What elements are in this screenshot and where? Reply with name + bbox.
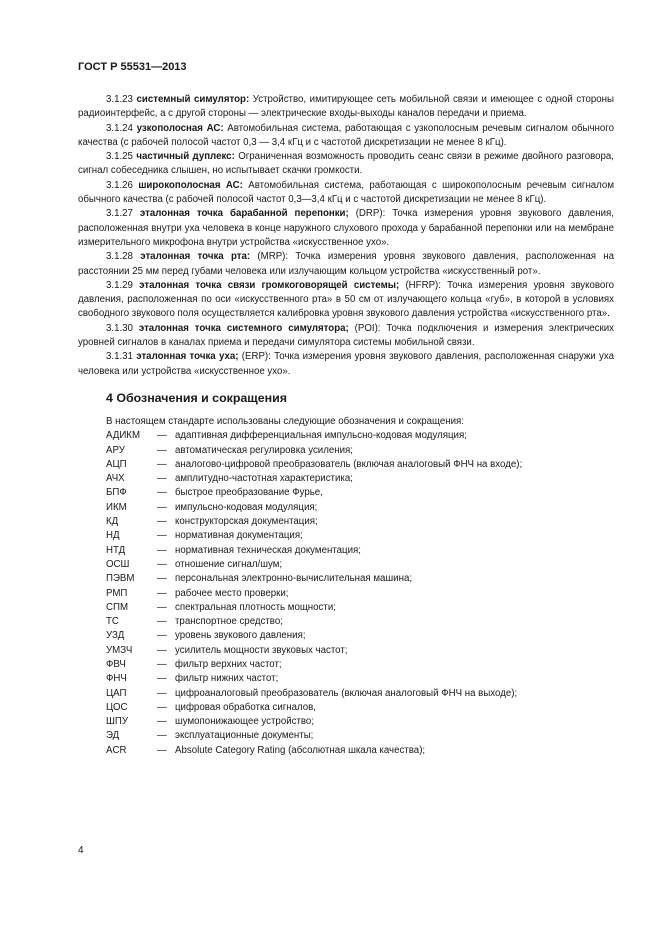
definition-number: 3.1.27 [106,208,133,220]
definition-text: (DRP): Точка измерения уровня звукового давления, расположенная внутри уха человека в конце наружного слухового прохода у барабанной перепонки или на мембране измерительного микрофона внутри устройства «искусственное ухо». [78,208,614,248]
abbreviation-dash: — [157,530,167,542]
abbreviation-definition: нормативная техническая документация; [175,544,361,556]
definition-number: 3.1.31 [106,351,133,363]
abbreviation-dash: — [157,473,167,485]
definitions-list [78,93,614,379]
abbreviation-dash: — [157,587,167,599]
abbreviation-dash: — [157,444,167,456]
abbreviation-definition: отношение сигнал/шум; [175,558,283,570]
abbreviation-row [78,601,614,615]
abbreviation-dash: — [157,430,167,442]
abbreviation: ФНЧ [106,673,127,685]
definition-text: Автомобильная система, работающая с широкополосным речевым сигналом обычного качества (с рабочей полосой частот 0,3—3,4 кГц и с частотой дискретизации не менее 8 кГц). [78,179,614,206]
abbreviation-definition: фильтр нижних частот; [175,673,279,685]
abbreviation-definition: уровень звукового давления; [175,630,306,642]
abbreviation: ОСШ [106,558,130,570]
definition-paragraph [78,150,614,179]
abbreviation: БПФ [106,487,127,499]
abbreviation-definition: автоматическая регулировка усиления; [175,444,353,456]
abbreviation-row [78,529,614,543]
abbreviation-dash: — [157,630,167,642]
abbreviation-definition: спектральная плотность мощности; [175,601,336,613]
abbreviation-row [78,658,614,672]
abbreviation-row [78,729,614,743]
abbreviation: ИКМ [106,501,127,513]
definition-paragraph [78,93,614,122]
definition-term: эталонная точка барабанной перепонки; [139,208,349,220]
abbreviation-definition: рабочее место проверки; [175,587,289,599]
abbreviation: НТД [106,544,126,556]
abbreviation-dash: — [157,558,167,570]
abbreviation-row [78,644,614,658]
abbreviation-row [78,629,614,643]
abbreviation-row [78,587,614,601]
definition-paragraph [78,322,614,351]
abbreviation-dash: — [157,716,167,728]
abbreviation: АЧХ [106,473,125,485]
abbreviation-definition: конструкторская документация; [175,516,318,528]
definition-number: 3.1.25 [106,151,133,163]
abbreviation-row [78,687,614,701]
abbreviation-definition: нормативная документация; [175,530,303,542]
definition-term: узкополосная АС: [136,122,224,134]
abbreviation-dash: — [157,516,167,528]
definition-text: Устройство, имитирующее сеть мобильной связи и имеющее с одной стороны радиоинтерфейс, а с другой стороны — электрические входы-выходы каналов передачи и приема. [78,94,614,120]
abbreviation-row [78,572,614,586]
abbreviation-definition: Absolute Category Rating (абсолютная шкала качества); [175,744,426,756]
abbreviation: ФВЧ [106,658,126,670]
abbreviation-row [78,501,614,515]
abbreviation-dash: — [157,544,167,556]
abbreviation-definition: эксплуатационные документы; [175,730,314,742]
abbreviation: ЦОС [106,701,128,713]
abbreviation: АЦП [106,458,127,470]
definition-paragraph [78,250,614,279]
abbreviation: ЭД [106,730,120,742]
abbreviation-definition: цифроаналоговый преобразователь (включая аналоговый ФНЧ на выходе); [175,687,518,699]
abbreviation-row [78,472,614,486]
abbreviation-definition: усилитель мощности звуковых частот; [175,644,348,656]
abbreviation: ТС [106,616,119,628]
abbreviation-row [78,444,614,458]
abbreviation-dash: — [157,744,167,756]
definition-term: эталонная точка рта: [140,251,251,263]
definition-paragraph [78,350,614,379]
definition-term: системный симулятор: [136,94,250,105]
definition-text: Ограниченная возможность проводить сеанс связи в режиме двойного разговора, сигнал собеседника слышен, но испытывает скачки громкости. [78,151,614,177]
definition-number: 3.1.30 [106,322,133,334]
abbreviation: ШПУ [106,716,128,728]
abbreviation-row [78,486,614,500]
abbreviation-dash: — [157,487,167,499]
page-number: 4 [78,845,84,856]
abbreviation-definition: адаптивная дифференциальная импульсно-кодовая модуляция; [175,430,467,442]
abbreviation-row [78,701,614,715]
section-title: 4 Обозначения и сокращения [106,390,287,405]
abbreviation-definition: амплитудно-частотная характеристика; [175,473,353,485]
abbreviation: ПЭВМ [106,573,135,585]
abbreviation: УМЗЧ [106,644,133,656]
definition-number: 3.1.23 [106,94,133,105]
abbreviation-definition: аналогово-цифровой преобразователь (включая аналоговый ФНЧ на входе); [175,458,523,470]
definition-term: широкополосная АС: [138,179,243,191]
definition-term: эталонная точка системного симулятора; [138,322,349,334]
abbreviation: СПМ [106,601,129,613]
abbreviation-dash: — [157,644,167,656]
abbreviation-dash: — [157,573,167,585]
definition-paragraph [78,179,614,208]
definition-term: эталонная точка связи громкоговорящей системы; [139,279,400,291]
abbreviation: ЦАП [106,687,127,699]
abbreviation-dash: — [157,501,167,513]
definition-text: (POI): Точка подключения и измерения электрических уровней сигналов в каналах приема и передачи симулятора системы мобильной связи. [78,322,614,349]
definition-number: 3.1.24 [106,122,133,134]
abbreviation-definition: фильтр верхних частот; [175,658,282,670]
abbreviation-row [78,544,614,558]
definition-term: эталонная точка уха; [136,351,239,363]
abbreviation-dash: — [157,458,167,470]
abbreviation-dash: — [157,687,167,699]
abbreviation-row [78,458,614,472]
abbreviation-definition: шумопонижающее устройство; [175,716,315,728]
definition-text: Автомобильная система, работающая с узкополосным речевым сигналом обычного качества (с рабочей полосой частот 0,3 — 3,4 кГц и с частотой дискретизации не менее 8 кГц). [78,122,614,148]
abbreviation: НД [106,530,120,542]
definition-paragraph [78,122,614,151]
definition-paragraph [78,279,614,322]
abbreviation-dash: — [157,701,167,713]
abbreviation-definition: импульсно-кодовая модуляция; [175,501,318,513]
section-intro: В настоящем стандарте использованы следующие обозначения и сокращения: [106,415,464,427]
abbreviation-dash: — [157,601,167,613]
document-body [78,93,614,758]
abbreviation-row [78,744,614,758]
document-header: ГОСТ Р 55531—2013 [78,61,187,73]
abbreviation: РМП [106,587,128,599]
abbreviation-definition: цифровая обработка сигналов, [175,701,316,713]
abbreviation-row [78,429,614,443]
definition-number: 3.1.29 [106,279,133,291]
abbreviation-dash: — [157,658,167,670]
abbreviation: АРУ [106,444,125,456]
abbreviation-row [78,715,614,729]
abbreviation: АДИКМ [106,430,141,442]
abbreviation-row [78,515,614,529]
abbreviation: ACR [106,744,127,756]
definition-number: 3.1.26 [106,179,133,191]
definition-term: частичный дуплекс: [136,151,235,163]
abbreviation: КД [106,516,119,528]
abbreviation-list [78,429,614,758]
definition-text: (MRP): Точка измерения уровня звукового давления, расположенная на расстоянии 25 мм перед губами человека или излучающим кольцом устройства «искусственный рот». [78,251,614,277]
abbreviation-definition: транспортное средство; [175,616,283,628]
definition-text: (HFRP): Точка измерения уровня звукового давления, расположенная по оси «искусственного рта» в 50 см от излучающего кольца «губ», в которой в условиях свободного звукового поля осуществляется калибровка уровня звукового давления устройства «искусственного рта». [78,279,614,320]
abbreviation-row [78,672,614,686]
definition-text: (ERP): Точка измерения уровня звукового давления, расположенная снаружи уха человека или устройства «искусственное ухо». [78,351,614,377]
definition-number: 3.1.28 [106,251,133,263]
abbreviation-dash: — [157,730,167,742]
abbreviation-dash: — [157,673,167,685]
abbreviation-row [78,615,614,629]
abbreviation-dash: — [157,616,167,628]
definition-paragraph [78,207,614,250]
abbreviation: УЗД [106,630,125,642]
abbreviation-definition: персональная электронно-вычислительная машина; [175,573,413,585]
abbreviation-definition: быстрое преобразование Фурье, [175,487,323,499]
abbreviation-row [78,558,614,572]
